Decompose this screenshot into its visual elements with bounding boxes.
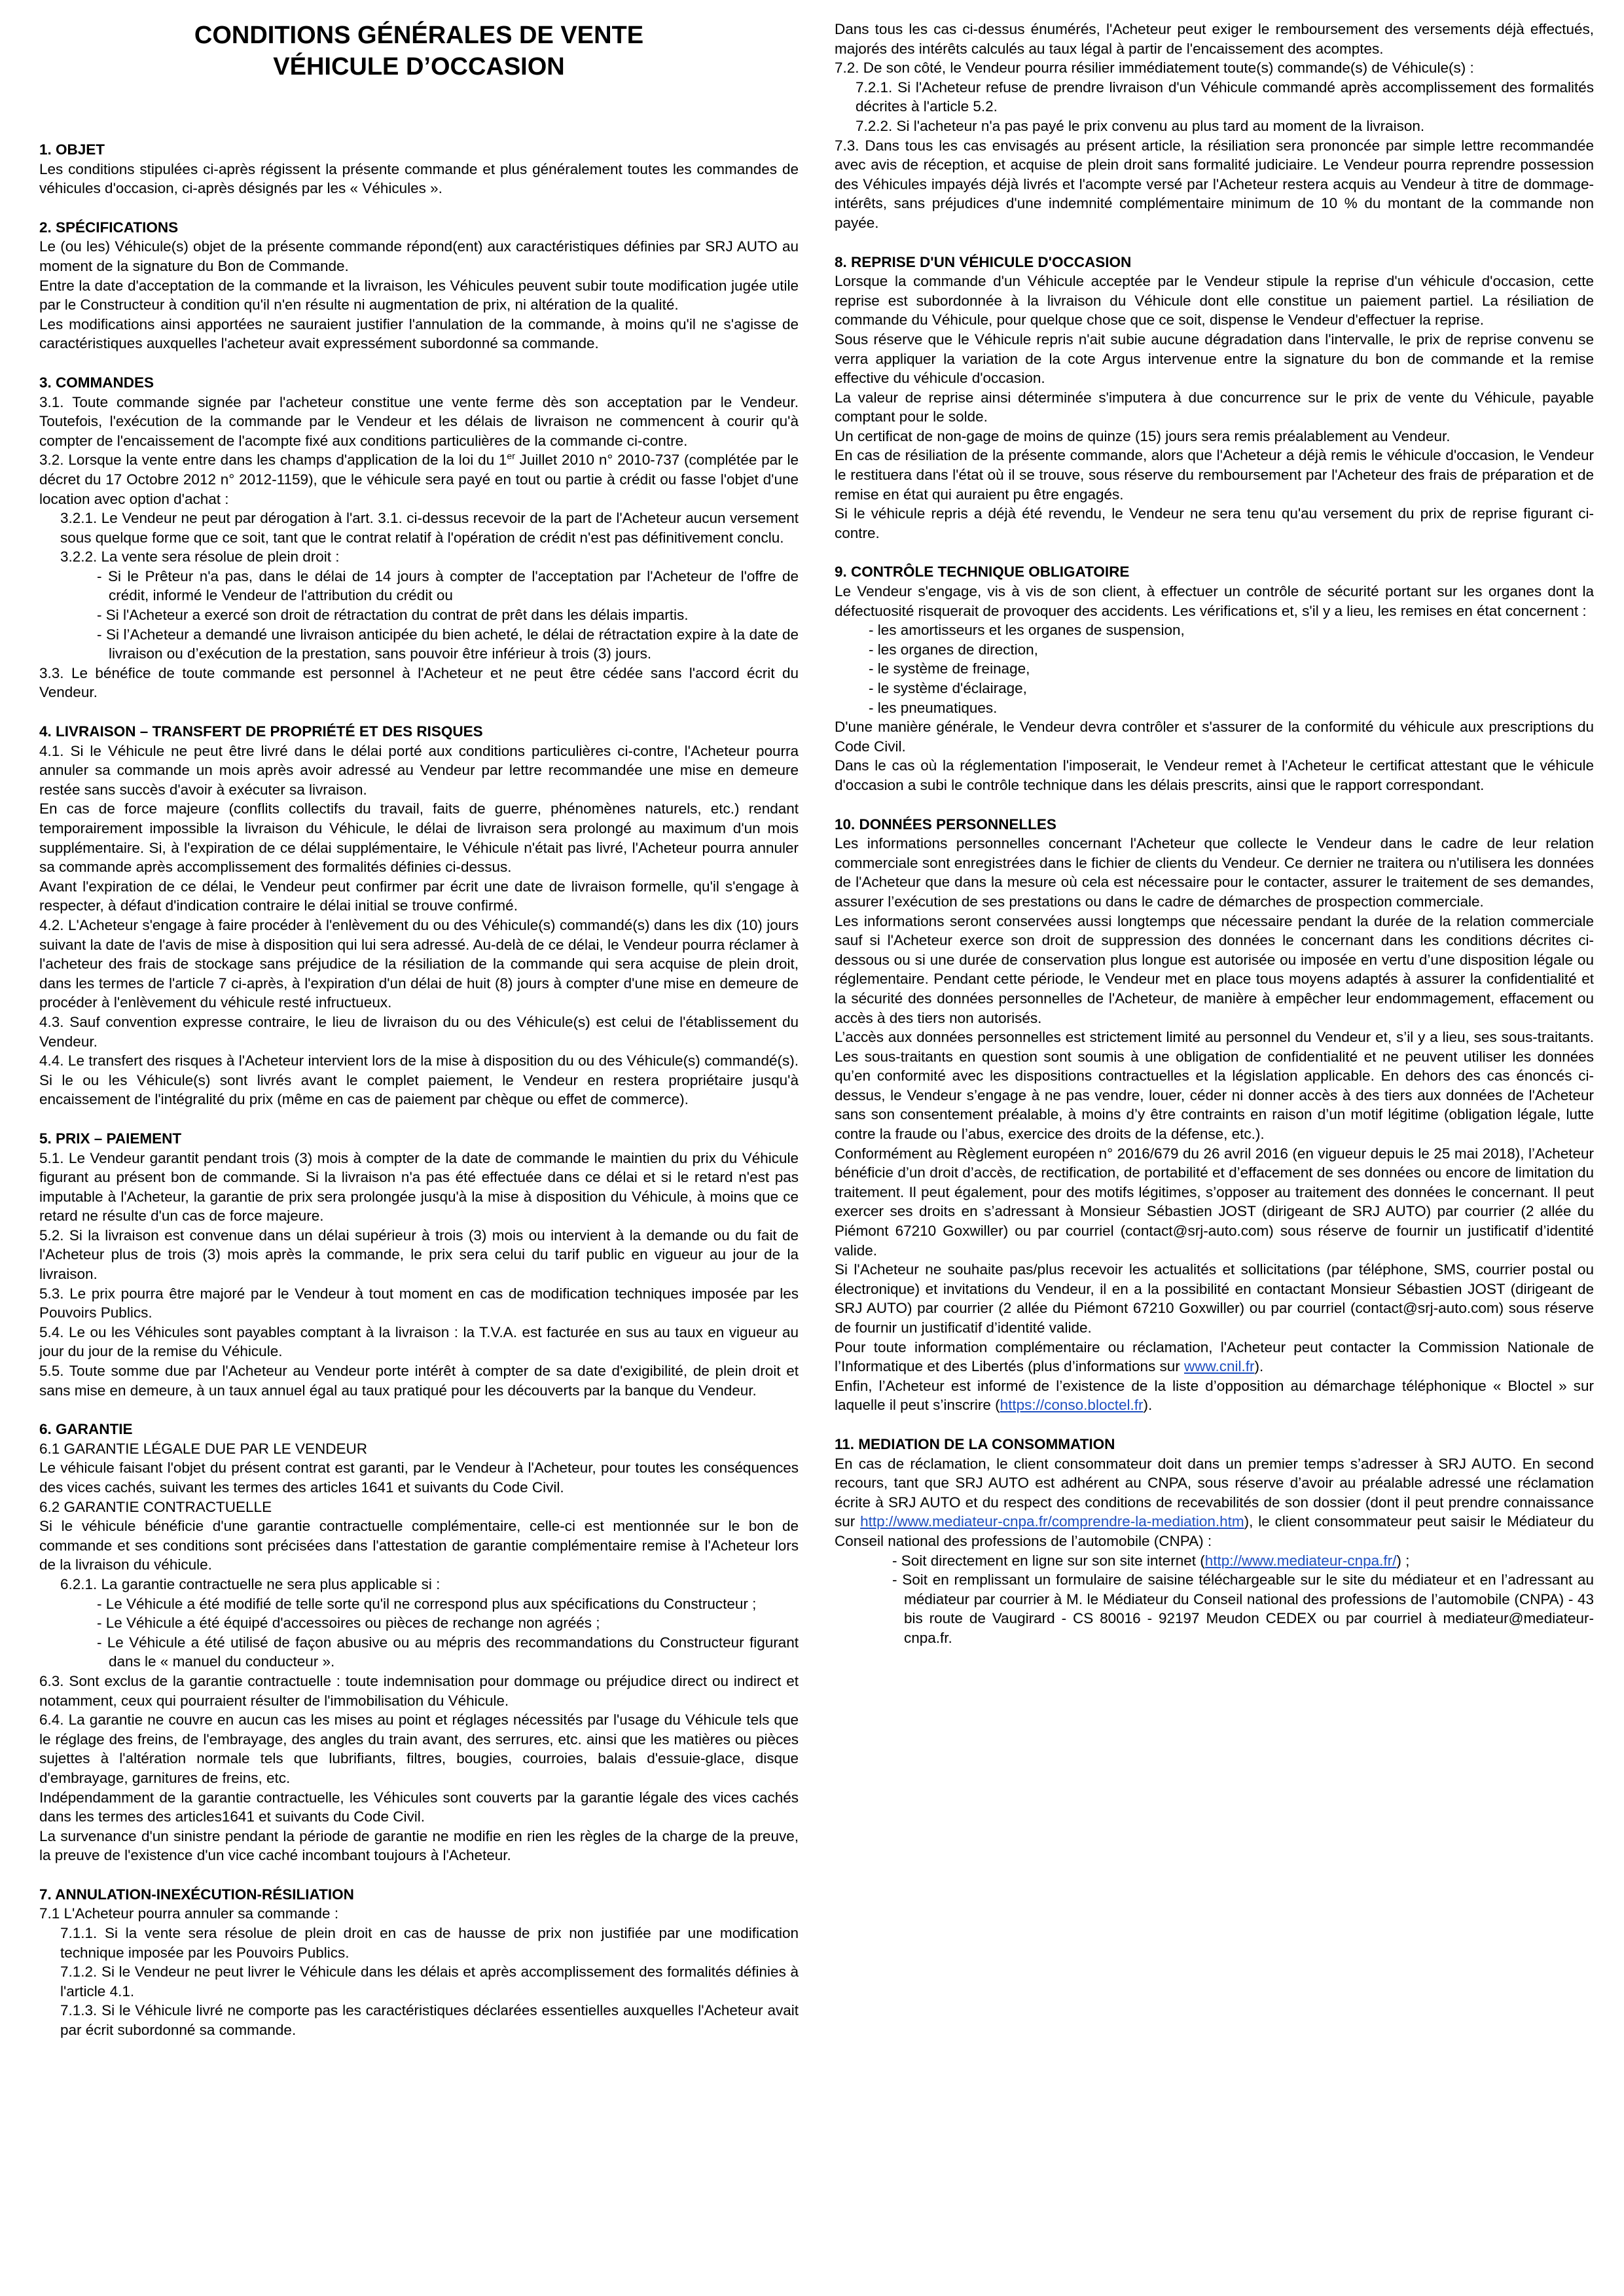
section-annulation	[39, 1885, 799, 2040]
section-annulation-continued	[835, 20, 1594, 233]
paragraph	[835, 1454, 1594, 1551]
paragraph: Entre la date d'acceptation de la commande et la livraison, les Véhicules peuvent subir toute modification jugée utile par le Constructeur à condition qu'il n'en résulte ni augmentation de prix, ni altération de la qualité.	[39, 277, 799, 314]
section-controle-technique	[835, 562, 1594, 795]
paragraph: La valeur de reprise ainsi déterminée s'imputera à due concurrence sur le prix de vente du Véhicule, payable comptant pour le solde.	[835, 389, 1594, 425]
paragraph: Si le véhicule repris a déjà été revendu, le Vendeur ne sera tenu qu'au versement du prix de reprise figurant ci-contre.	[835, 505, 1594, 541]
subsection-heading: 6.1 GARANTIE LÉGALE DUE PAR LE VENDEUR	[39, 1440, 367, 1457]
text-run: ).	[1254, 1358, 1264, 1375]
section-commandes	[39, 373, 799, 702]
cnil-link[interactable]: www.cnil.fr	[1184, 1358, 1255, 1375]
section-heading: 8. REPRISE D'UN VÉHICULE D'OCCASION	[835, 253, 1132, 270]
list-item: - les pneumatiques.	[869, 699, 998, 716]
paragraph: Si le véhicule bénéficie d'une garantie contractuelle complémentaire, celle-ci est mentionnée sur le bon de commande et ses conditions sont précisées dans l'attestation de garantie complémentaire remise à l'Acheteur lors de la livraison du véhicule.	[39, 1518, 799, 1573]
dash-item: - Si l'Acheteur a exercé son droit de rétractation du contrat de prêt dans les délais impartis.	[97, 607, 689, 624]
list-item: - les organes de direction,	[869, 641, 1038, 658]
paragraph: 7.1.3. Si le Véhicule livré ne comporte pas les caractéristiques déclarées essentielles auxquelles l'Acheteur avait par écrit subordonné sa commande.	[60, 2002, 799, 2039]
paragraph: 3.2.2. La vente sera résolue de plein droit :	[60, 548, 340, 565]
list-item: - les amortisseurs et les organes de suspension,	[869, 622, 1185, 639]
list-item: - le système de freinage,	[869, 660, 1030, 677]
subsection-heading: 6.2 GARANTIE CONTRACTUELLE	[39, 1498, 272, 1515]
dash-item: - Si l’Acheteur a demandé une livraison anticipée du bien acheté, le délai de rétractation expire à la date de livraison ou d’exécution de la prestation, sans pouvoir être inférieur à trois (3) jours.	[97, 626, 799, 662]
mediateur-site-link[interactable]: http://www.mediateur-cnpa.fr/	[1204, 1552, 1397, 1569]
paragraph: D'une manière générale, le Vendeur devra contrôler et s'assurer de la conformité du véhicule aux prescriptions du Code Civil.	[835, 719, 1594, 755]
paragraph: Le véhicule faisant l'objet du présent contrat est garanti, par le Vendeur à l'Acheteur, pour toutes les conséquences des vices cachés, suivant les termes des articles 1641 et suivants du Code Civil.	[39, 1460, 799, 1496]
section-heading: 2. SPÉCIFICATIONS	[39, 219, 179, 236]
paragraph: 7.2.1. Si l'Acheteur refuse de prendre livraison d'un Véhicule commandé après accomplissement des formalités décrites à l'article 5.2.	[856, 79, 1594, 115]
paragraph: 7.1.1. Si la vente sera résolue de plein droit en cas de hausse de prix non justifiée par une modification technique imposée par les Pouvoirs Publics.	[60, 1925, 799, 1961]
text-run: ) ;	[1396, 1552, 1410, 1569]
paragraph: La survenance d'un sinistre pendant la période de garantie ne modifie en rien les règles de la charge de la preuve, la preuve de l'existence d'un vice caché incombant toujours à l'Acheteur.	[39, 1827, 799, 1864]
paragraph	[39, 450, 799, 509]
left-column	[39, 20, 799, 2060]
dash-item: - Si le Prêteur n'a pas, dans le délai de 14 jours à compter de l'acceptation par l'Acheteur de l'offre de crédit, informé le Vendeur de l'attribution du crédit ou	[97, 567, 799, 604]
dash-item: - Le Véhicule a été équipé d'accessoires ou pièces de rechange non agréés ;	[97, 1615, 600, 1632]
section-reprise	[835, 253, 1594, 543]
paragraph: Lorsque la commande d'un Véhicule acceptée par le Vendeur stipule la reprise d'un véhicule d'occasion, cette reprise est subordonnée à la livraison du Véhicule dont elle constitue un paiement partiel. La résiliation de commande du Véhicule, pour quelque chose que ce soit, dispense le Vendeur d'effectuer la reprise.	[835, 273, 1594, 329]
dash-item: - Le Véhicule a été modifié de telle sorte qu'il ne correspond plus aux spécifications du Constructeur ;	[97, 1595, 757, 1612]
paragraph	[835, 1376, 1594, 1415]
section-heading: 4. LIVRAISON – TRANSFERT DE PROPRIÉTÉ ET DES RISQUES	[39, 723, 483, 740]
paragraph: 4.1. Si le Véhicule ne peut être livré dans le délai porté aux conditions particulières ci-contre, l'Acheteur pourra annuler sa commande un mois après avoir adressé au Vendeur par lettre recommandée une mise en demeure restée sans succès d'avoir à exécuter sa livraison.	[39, 742, 799, 798]
section-prix-paiement	[39, 1129, 799, 1400]
text-run: - Soit directement en ligne sur son site internet (	[892, 1552, 1205, 1569]
section-donnees-personnelles	[835, 815, 1594, 1415]
section-specifications	[39, 218, 799, 353]
right-column	[835, 20, 1594, 1668]
text-run: En cas de réclamation, le client consommateur doit dans un premier temps s’adresser à SRJ AUTO. En second recours, tant que SRJ AUTO est adhérent au CNPA, sous réserve d’avoir au préalable adressé une réclamation écrite à SRJ AUTO et du respect des conditions de recevabilités de son dossier (dont il peut prendre connaissance sur	[835, 1455, 1594, 1530]
title-line-2: VÉHICULE D’OCCASION	[273, 53, 565, 81]
title-line-1: CONDITIONS GÉNÉRALES DE VENTE	[194, 22, 644, 49]
paragraph: 3.3. Le bénéfice de toute commande est personnel à l'Acheteur et ne peut être cédée sans l'accord écrit du Vendeur.	[39, 664, 799, 701]
paragraph: Avant l'expiration de ce délai, le Vendeur peut confirmer par écrit une date de livraison formelle, qu'il s'engage à respecter, à défaut d'indication contraire le délai initial se trouve confirmé.	[39, 878, 799, 914]
paragraph: Dans tous les cas ci-dessus énumérés, l'Acheteur peut exiger le remboursement des versements déjà effectués, majorés des intérêts calculés au taux légal à partir de l'encaissement des acomptes.	[835, 21, 1594, 57]
section-heading: 3. COMMANDES	[39, 374, 154, 391]
paragraph: 7.2. De son côté, le Vendeur pourra résilier immédiatement toute(s) commande(s) de Véhicule(s) :	[835, 60, 1474, 77]
section-heading: 11. MEDIATION DE LA CONSOMMATION	[835, 1435, 1115, 1452]
paragraph: Si l'Acheteur ne souhaite pas/plus recevoir les actualités et sollicitations (par téléphone, SMS, courrier postal ou électronique) et invitations du Vendeur, il en a la possibilité en contactant Monsieur Sébastien JOST (dirigeant de SRJ AUTO) par courrier (2 allée du Piémont 67210 Goxwiller) ou par courriel (contact@srj-auto.com) sous réserve de fournir un justificatif d’identité valide.	[835, 1261, 1594, 1336]
paragraph: Sous réserve que le Véhicule repris n'ait subie aucune dégradation dans l'intervalle, le prix de reprise convenu se verra appliquer la variation de la cote Argus intervenue entre la signature du bon de commande et la remise effective du véhicule d'occasion.	[835, 331, 1594, 387]
paragraph: 6.4. La garantie ne couvre en aucun cas les mises au point et réglages nécessités par l'usage du Véhicule tels que le réglage des freins, de l'embrayage, des angles du train avant, des serrures, etc. ainsi que les matières ou pièces sujettes à l'altération normale tels que lubrifiants, filtres, bougies, courroies, balais d'essuie-glace, disque d'embrayage, garnitures de freins, etc.	[39, 1712, 799, 1786]
text-run: Juillet 2010 n° 2010-737 (complétée par le décret du 17 Octobre 2012 n° 2012-1159), que le véhicule sera payé en tout ou partie à crédit ou fasse l'objet d'une location avec option d'achat :	[39, 452, 799, 507]
section-heading: 7. ANNULATION-INEXÉCUTION-RÉSILIATION	[39, 1886, 354, 1903]
dash-item: - Le Véhicule a été utilisé de façon abusive ou au mépris des recommandations du Constructeur figurant dans le « manuel du conducteur ».	[97, 1634, 799, 1670]
paragraph: Indépendamment de la garantie contractuelle, les Véhicules sont couverts par la garantie légale des vices cachés dans les termes des articles1641 et suivants du Code Civil.	[39, 1789, 799, 1825]
paragraph: 5.1. Le Vendeur garantit pendant trois (3) mois à compter de la date de commande le maintien du prix du Véhicule figurant au présent bon de commande. Si la livraison n'a pas été effectuée dans ce délai et si le retard n'est pas imputable à l'Acheteur, la garantie de prix sera prolongée jusqu'à la mise à disposition du Véhicule, à moins que ce retard ne résulte d'un cas de force majeure.	[39, 1149, 799, 1225]
text-run: ), le client consommateur peut saisir le Médiateur du Conseil national des professions de l’automobile (CNPA) :	[835, 1513, 1594, 1549]
section-objet	[39, 140, 799, 198]
superscript: er	[507, 450, 515, 461]
bloctel-link[interactable]: https://conso.bloctel.fr	[1000, 1397, 1144, 1414]
document-title	[39, 20, 799, 82]
paragraph: 3.2.1. Le Vendeur ne peut par dérogation à l'art. 3.1. ci-dessus recevoir de la part de l'Acheteur aucun versement sous quelque forme que ce soit, tant que le contrat relatif à l'opération de crédit n'est pas définitivement conclu.	[60, 510, 799, 546]
list-item: - le système d'éclairage,	[869, 680, 1027, 696]
paragraph: 6.2.1. La garantie contractuelle ne sera plus applicable si :	[60, 1575, 441, 1592]
paragraph: L’accès aux données personnelles est strictement limité au personnel du Vendeur et, s’il y a lieu, ses sous-traitants. Les sous-traitants en question sont soumis à une obligation de confidentialité et ne peuvent utiliser les données qu’en conformité avec les dispositions contractuelles et la législation applicable. En dehors des cas énoncés ci-dessus, le Vendeur s’engage à ne pas vendre, louer, céder ni donner accès à des tiers aux données de l'Acheteur sans son consentement préalable, à moins d’y être contraints en raison d’un motif légitime (obligation légale, lutte contre la fraude ou l’abus, exercice des droits de la défense, etc.).	[835, 1029, 1594, 1143]
paragraph: Les informations seront conservées aussi longtemps que nécessaire pendant la durée de la relation commerciale sauf si l'Acheteur exerce son droit de suppression des données le concernant dans les conditions décrites ci-dessous ou si une durée de conservation plus longue est autorisée ou imposée en vertu d’une disposition légale ou réglementaire. Pendant cette période, le Vendeur met en place tous moyens adaptés à assurer la confidentialité et la sécurité des données personnelles de l'Acheteur, de manière à empêcher leur endommagement, effacement ou accès à des tiers non autorisés.	[835, 912, 1594, 1026]
paragraph: 5.5. Toute somme due par l'Acheteur au Vendeur porte intérêt à compter de sa date d'exigibilité, de plein droit et sans mise en demeure, à un taux annuel égal au taux pratiqué pour les découverts par la banque du Vendeur.	[39, 1363, 799, 1399]
paragraph: 4.4. Le transfert des risques à l'Acheteur intervient lors de la mise à disposition du ou des Véhicule(s) commandé(s). Si le ou les Véhicule(s) sont livrés avant le complet paiement, le Vendeur en restera propriétaire jusqu'à encaissement de l'intégralité du prix (même en cas de paiement par chèque ou effet de commerce).	[39, 1052, 799, 1108]
paragraph: 5.2. Si la livraison est convenue dans un délai supérieur à trois (3) mois ou intervient à la demande ou du fait de l'Acheteur plus de trois (3) mois après la commande, le prix sera celui du tarif public en vigueur au jour de la livraison.	[39, 1227, 799, 1283]
paragraph: 7.1.2. Si le Vendeur ne peut livrer le Véhicule dans les délais et après accomplissement des formalités définies à l'article 4.1.	[60, 1964, 799, 2000]
paragraph: Les informations personnelles concernant l'Acheteur que collecte le Vendeur dans le cadre de leur relation commerciale sont enregistrées dans le fichier de clients du Vendeur. Ce dernier ne traitera ou n'utilisera les données de l'Acheteur que dans la mesure où cela est nécessaire pour le contacter, assurer le traitement de ses demandes, assurer l’exécution de ses prestations ou dans le cadre de démarches de prospection commerciale.	[835, 835, 1594, 910]
dash-item	[892, 1551, 1594, 1571]
paragraph: 4.2. L'Acheteur s'engage à faire procéder à l'enlèvement du ou des Véhicule(s) commandé(s) dans les dix (10) jours suivant la date de l'avis de mise à disposition qui lui sera adressé. Au-delà de ce délai, le Vendeur pourra réclamer à l'acheteur des frais de stockage sans préjudice de la résiliation de la commande qui sera acquise de plein droit, dans les termes de l'article 7 ci-après, à l'expiration d'un délai de huit (8) jours à compter d'une mise en demeure de procéder à l'enlèvement du véhicule resté infructueux.	[39, 916, 799, 1011]
paragraph: 7.2.2. Si l'acheteur n'a pas payé le prix convenu au plus tard au moment de la livraison.	[856, 117, 1425, 134]
dash-item: - Soit en remplissant un formulaire de saisine téléchargeable sur le site du médiateur et en l’adressant au médiateur par courrier à M. le Médiateur du Conseil national des professions de l’automobile (CNPA) - 43 bis route de Vaugirard - CS 80016 - 92197 Meudon CEDEX ou par courriel à mediateur@mediateur-cnpa.fr.	[892, 1571, 1594, 1646]
section-heading: 10. DONNÉES PERSONNELLES	[835, 816, 1056, 833]
paragraph: Le Vendeur s'engage, vis à vis de son client, à effectuer un contrôle de sécurité portant sur les organes dont la défectuosité risquerait de provoquer des accidents. Les vérifications et, s'il y a lieu, les remises en état concernent :	[835, 583, 1594, 619]
paragraph: Le (ou les) Véhicule(s) objet de la présente commande répond(ent) aux caractéristiques définies par SRJ AUTO au moment de la signature du Bon de Commande.	[39, 238, 799, 274]
paragraph: En cas de force majeure (conflits collectifs du travail, faits de guerre, phénomènes naturels, etc.) rendant temporairement impossible la livraison du Véhicule, le délai de livraison sera prolongé au maximum d'un mois supplémentaire. Si, à l'expiration de ce délai supplémentaire, le Véhicule n'était pas livré, l'Acheteur pourra annuler sa commande après accomplissement des formalités définies ci-dessus.	[39, 800, 799, 876]
paragraph: 7.3. Dans tous les cas envisagés au présent article, la résiliation sera prononcée par simple lettre recommandée avec avis de réception, et acquise de plein droit sans formalité judiciaire. Le Vendeur pourra reprendre possession des Véhicules impayés déjà livrés et l'acompte versé par l'Acheteur restera acquis au Vendeur à titre de dommage-intérêts, sans préjudices d'une indemnité complémentaire minimum de 10 % du montant de la commande non payée.	[835, 137, 1594, 231]
text-run: Pour toute information complémentaire ou réclamation, l'Acheteur peut contacter la Commission Nationale de l’Informatique et des Libertés (plus d’informations sur	[835, 1338, 1594, 1375]
paragraph: 7.1 L'Acheteur pourra annuler sa commande :	[39, 1905, 339, 1922]
paragraph: 5.4. Le ou les Véhicules sont payables comptant à la livraison : la T.V.A. est facturée en sus au taux en vigueur au jour du jour de la remise du Véhicule.	[39, 1323, 799, 1360]
section-heading: 1. OBJET	[39, 141, 105, 158]
section-livraison	[39, 722, 799, 1109]
text-run: 3.2. Lorsque la vente entre dans les champs d'application de la loi du 1	[39, 452, 507, 469]
paragraph: Un certificat de non-gage de moins de quinze (15) jours sera remis préalablement au Vendeur.	[835, 427, 1451, 444]
paragraph: 3.1. Toute commande signée par l'acheteur constitue une vente ferme dès son acceptation par le Vendeur. Toutefois, l'exécution de la commande par le Vendeur et les délais de livraison ne commencent à courir qu'à compter de l'encaissement de l'acompte fixé aux conditions particulières de la commande ci-contre.	[39, 393, 799, 449]
mediation-info-link[interactable]: http://www.mediateur-cnpa.fr/comprendre-la-mediation.htm	[860, 1513, 1244, 1530]
section-heading: 6. GARANTIE	[39, 1421, 133, 1438]
paragraph: Dans le cas où la réglementation l'imposerait, le Vendeur remet à l'Acheteur le certificat attestant que le véhicule d'occasion a subi le contrôle technique dans les délais prescrits, ainsi que le rapport correspondant.	[835, 757, 1594, 793]
text-run: ).	[1143, 1397, 1153, 1414]
section-mediation	[835, 1435, 1594, 1648]
paragraph: 4.3. Sauf convention expresse contraire, le lieu de livraison du ou des Véhicule(s) est celui de l'établissement du Vendeur.	[39, 1013, 799, 1050]
paragraph: 6.3. Sont exclus de la garantie contractuelle : toute indemnisation pour dommage ou préjudice direct ou indirect et notamment, ceux qui pourraient résulter de l'immobilisation du Véhicule.	[39, 1672, 799, 1709]
paragraph: 5.3. Le prix pourra être majoré par le Vendeur à tout moment en cas de modification techniques imposée par les Pouvoirs Publics.	[39, 1285, 799, 1321]
paragraph: En cas de résiliation de la présente commande, alors que l'Acheteur a déjà remis le véhicule d'occasion, le Vendeur le restituera dans l'état où il se trouve, sous réserve du remboursement par l'Acheteur des frais de préparation et de remise en état qui auraient pu être engagés.	[835, 447, 1594, 503]
paragraph: Les conditions stipulées ci-après régissent la présente commande et plus généralement toutes les commandes de véhicules d'occasion, ci-après désignés par les « Véhicules ».	[39, 160, 799, 197]
section-heading: 9. CONTRÔLE TECHNIQUE OBLIGATOIRE	[835, 564, 1130, 581]
section-garantie	[39, 1420, 799, 1865]
paragraph	[835, 1338, 1594, 1376]
section-heading: 5. PRIX – PAIEMENT	[39, 1130, 182, 1147]
paragraph: Conformément au Règlement européen n° 2016/679 du 26 avril 2016 (en vigueur depuis le 25 mai 2018), l’Acheteur bénéficie d’un droit d’accès, de rectification, de portabilité et d’effacement de ses données ou encore de limitation du traitement. Il peut également, pour des motifs légitimes, s’opposer au traitement des données le concernant. Il peut exercer ses droits en s’adressant à Monsieur Sébastien JOST (dirigeant de SRJ AUTO) par courrier (2 allée du Piémont 67210 Goxwiller) ou par courriel (contact@srj-auto.com) sous réserve de fournir un justificatif d’identité valide.	[835, 1145, 1594, 1259]
text-run: Enfin, l’Acheteur est informé de l’existence de la liste d’opposition au démarchage téléphonique « Bloctel » sur laquelle il peut s’inscrire (	[835, 1377, 1594, 1414]
paragraph: Les modifications ainsi apportées ne sauraient justifier l'annulation de la commande, à moins qu'il ne s'agisse de caractéristiques auxquelles l'acheteur avait expressément subordonné sa commande.	[39, 315, 799, 352]
